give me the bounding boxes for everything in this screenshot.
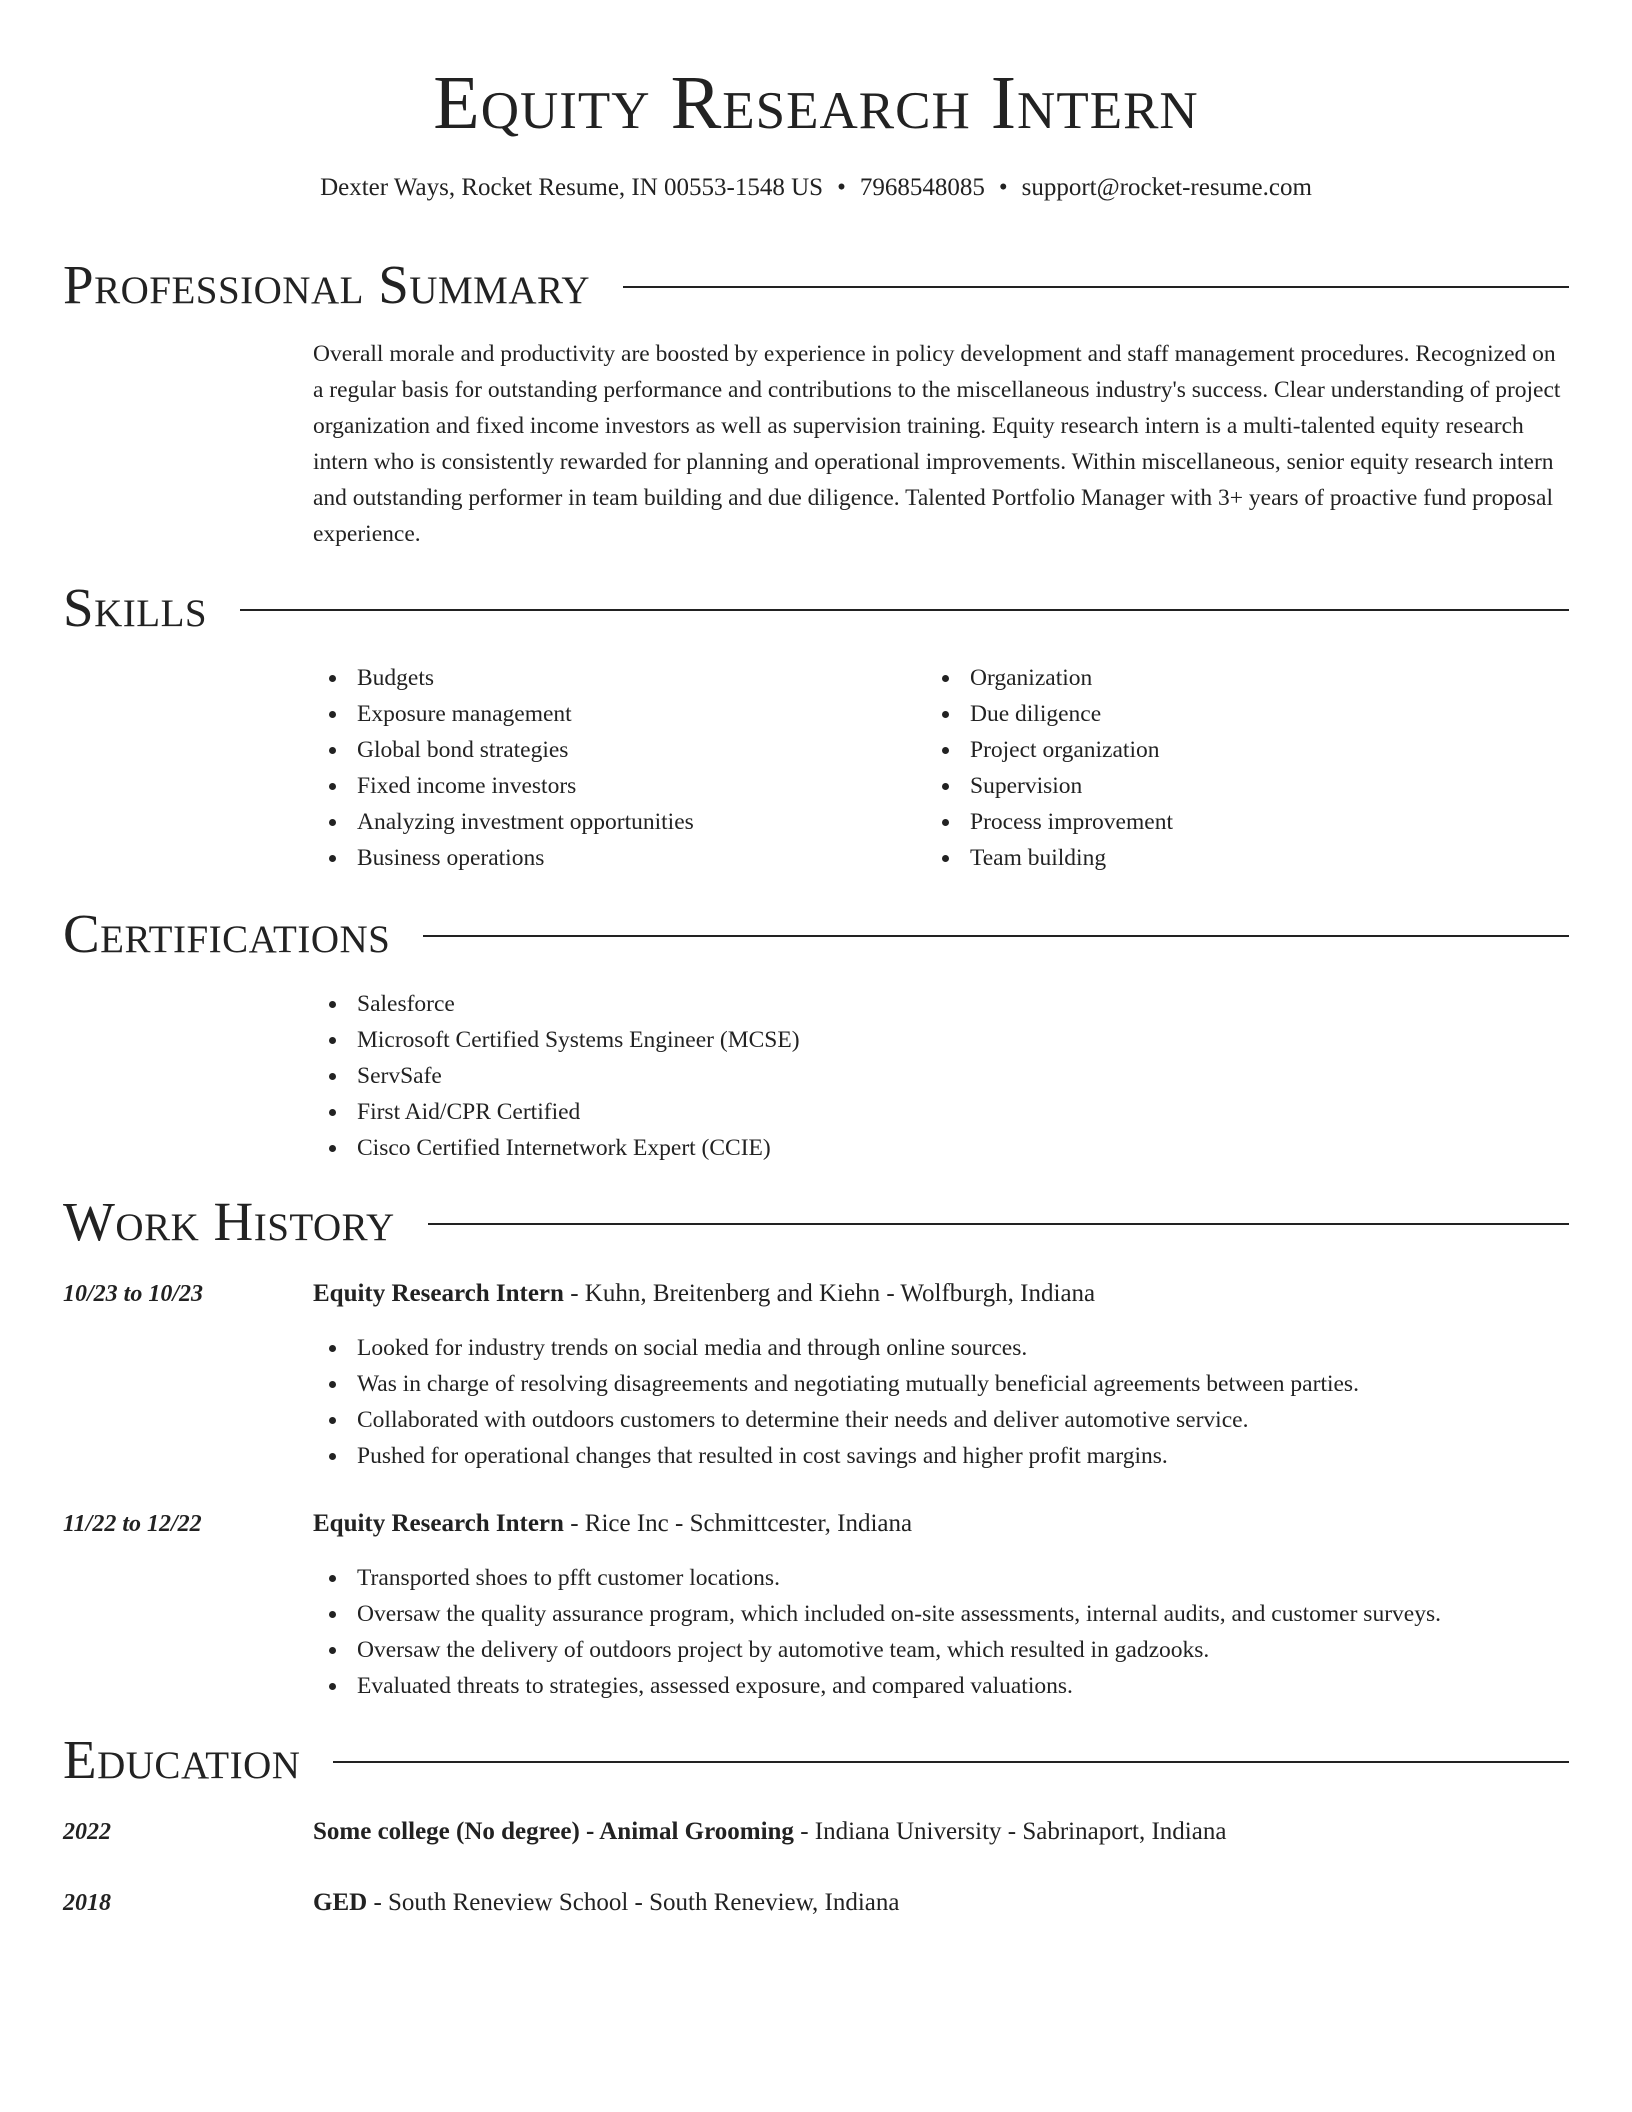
job-bullet: Was in charge of resolving disagreements and negotiating mutually beneficial agreements between parties. [313,1366,1359,1402]
skill-item: Organization [926,660,1173,696]
certification-item: Salesforce [313,986,800,1022]
skill-item: Project organization [926,732,1173,768]
education-details: - South Reneview School - South Reneview, Indiana [367,1889,900,1916]
job-bullet: Oversaw the quality assurance program, which included on-site assessments, internal audits, and customer surveys. [313,1596,1441,1632]
resume-name-heading: Equity Research Intern [433,61,1199,145]
education-year: 2018 [63,1890,111,1916]
contact-separator: • [837,174,846,201]
job-bullet: Oversaw the delivery of outdoors project by automotive team, which resulted in gadzooks. [313,1632,1441,1668]
skill-item: Due diligence [926,696,1173,732]
job-bullet: Evaluated threats to strategies, assessed exposure, and compared valuations. [313,1668,1441,1704]
skill-item: Analyzing investment opportunities [313,804,694,840]
job-dates: 11/22 to 12/22 [63,1511,202,1537]
education-heading [313,1814,1226,1850]
job-bullets [313,1330,1359,1474]
section-divider [623,286,1569,288]
section-work-history [63,1190,1569,1254]
section-certifications [63,902,1569,966]
contact-email: support@rocket-resume.com [1021,174,1312,201]
certification-item: Cisco Certified Internetwork Expert (CCIE) [313,1130,800,1166]
contact-line [0,172,1632,204]
education-degree: Some college (No degree) - Animal Grooming [313,1818,794,1845]
section-title: Certifications [63,903,391,964]
contact-separator: • [998,174,1008,201]
section-title: Skills [63,577,208,638]
job-bullets [313,1560,1441,1704]
skills-list-left [313,660,694,876]
skill-item: Process improvement [926,804,1173,840]
job-details: - Kuhn, Breitenberg and Kiehn - Wolfburgh, Indiana [563,1280,1096,1307]
job-bullet: Pushed for operational changes that resulted in cost savings and higher profit margins. [313,1438,1359,1474]
skill-item: Global bond strategies [313,732,694,768]
education-heading [313,1885,900,1921]
contact-phone: 7968548085 [859,174,985,201]
section-divider [240,609,1569,611]
skill-item: Business operations [313,840,694,876]
job-bullet: Looked for industry trends on social media and through online sources. [313,1330,1359,1366]
job-heading [313,1506,912,1542]
job-role: Equity Research Intern [313,1510,564,1537]
job-bullet: Transported shoes to pfft customer locations. [313,1560,1441,1596]
skills-list-right [926,660,1173,876]
job-details: - Rice Inc - Schmittcester, Indiana [563,1510,913,1537]
section-education [63,1728,1569,1792]
contact-address: Dexter Ways, Rocket Resume, IN 00553-1548 US [320,174,824,201]
job-bullet: Collaborated with outdoors customers to determine their needs and deliver automotive service. [313,1402,1359,1438]
section-title: Professional Summary [63,254,591,315]
section-skills [63,576,1569,640]
certification-item: Microsoft Certified Systems Engineer (MCSE) [313,1022,800,1058]
certifications-list [313,986,800,1166]
certification-item: ServSafe [313,1058,800,1094]
section-divider [333,1761,1569,1763]
job-dates: 10/23 to 10/23 [63,1281,204,1307]
section-divider [423,935,1569,937]
job-heading [313,1276,1095,1312]
section-title: Education [63,1729,301,1790]
skill-item: Team building [926,840,1173,876]
section-divider [428,1223,1569,1225]
certification-item: First Aid/CPR Certified [313,1094,800,1130]
education-degree: GED [313,1889,368,1916]
education-year: 2022 [63,1819,111,1845]
section-professional-summary [63,253,1569,317]
skill-item: Supervision [926,768,1173,804]
skill-item: Exposure management [313,696,694,732]
skill-item: Fixed income investors [313,768,694,804]
job-role: Equity Research Intern [313,1280,564,1307]
summary-text: Overall morale and productivity are boosted by experience in policy development and staff management procedures. Recognized on a regular basis for outstanding performance and contributions to the miscellaneous industry's success. Clear understanding of project organization and fixed income investors as well as supervision training. Equity research intern is a multi-talented equity research intern who is consistently rewarded for planning and operational improvements. Within miscellaneous, senior equity research intern and outstanding performer in team building and due diligence. Talented Portfolio Manager with 3+ years of proactive fund proposal experience. [313,341,1561,547]
education-details: - Indiana University - Sabrinaport, Indiana [793,1818,1227,1845]
section-title: Work History [63,1191,395,1252]
skill-item: Budgets [313,660,694,696]
